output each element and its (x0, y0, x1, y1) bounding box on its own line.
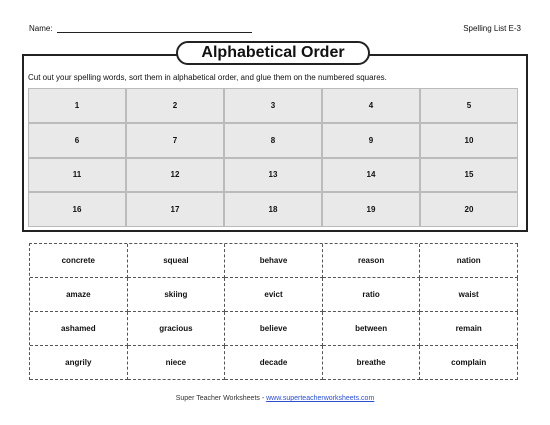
word-card[interactable]: angrily (30, 346, 128, 380)
footer-link[interactable]: www.superteacherworksheets.com (266, 395, 375, 402)
word-card[interactable]: skiing (128, 278, 226, 312)
numbered-square: 7 (127, 124, 223, 157)
word-card[interactable]: amaze (30, 278, 128, 312)
word-card[interactable]: evict (225, 278, 323, 312)
word-card[interactable]: gracious (128, 312, 226, 346)
numbered-square: 11 (29, 159, 125, 192)
word-card[interactable]: complain (420, 346, 518, 380)
numbered-square: 13 (225, 159, 321, 192)
numbered-square: 18 (225, 193, 321, 226)
instructions: Cut out your spelling words, sort them in alphabetical order, and glue them on the numbered squares. (28, 73, 387, 82)
numbered-square: 14 (323, 159, 419, 192)
numbered-square: 3 (225, 89, 321, 122)
numbered-square: 4 (323, 89, 419, 122)
word-card[interactable]: ratio (323, 278, 421, 312)
numbered-square: 10 (421, 124, 517, 157)
name-field[interactable] (29, 24, 252, 33)
word-card[interactable]: behave (225, 244, 323, 278)
word-card[interactable]: niece (128, 346, 226, 380)
word-card[interactable]: concrete (30, 244, 128, 278)
word-card[interactable]: reason (323, 244, 421, 278)
numbered-square: 5 (421, 89, 517, 122)
spelling-list-id: Spelling List E-3 (463, 24, 521, 33)
word-card[interactable]: breathe (323, 346, 421, 380)
numbered-square: 12 (127, 159, 223, 192)
name-line[interactable] (57, 32, 252, 33)
numbered-squares-grid (28, 88, 518, 227)
numbered-square: 16 (29, 193, 125, 226)
numbered-square: 17 (127, 193, 223, 226)
footer (0, 395, 550, 402)
footer-text: Super Teacher Worksheets - (175, 395, 267, 402)
word-card[interactable]: decade (225, 346, 323, 380)
numbered-square: 20 (421, 193, 517, 226)
name-label: Name: (29, 24, 53, 33)
numbered-square: 8 (225, 124, 321, 157)
numbered-square: 19 (323, 193, 419, 226)
numbered-square: 6 (29, 124, 125, 157)
word-card[interactable]: nation (420, 244, 518, 278)
word-card[interactable]: remain (420, 312, 518, 346)
numbered-square: 9 (323, 124, 419, 157)
word-card[interactable]: squeal (128, 244, 226, 278)
word-card[interactable]: waist (420, 278, 518, 312)
word-card[interactable]: between (323, 312, 421, 346)
numbered-square: 2 (127, 89, 223, 122)
word-card[interactable]: ashamed (30, 312, 128, 346)
page-title: Alphabetical Order (176, 41, 370, 65)
numbered-square: 1 (29, 89, 125, 122)
word-cards-grid (29, 243, 518, 380)
numbered-square: 15 (421, 159, 517, 192)
word-card[interactable]: believe (225, 312, 323, 346)
